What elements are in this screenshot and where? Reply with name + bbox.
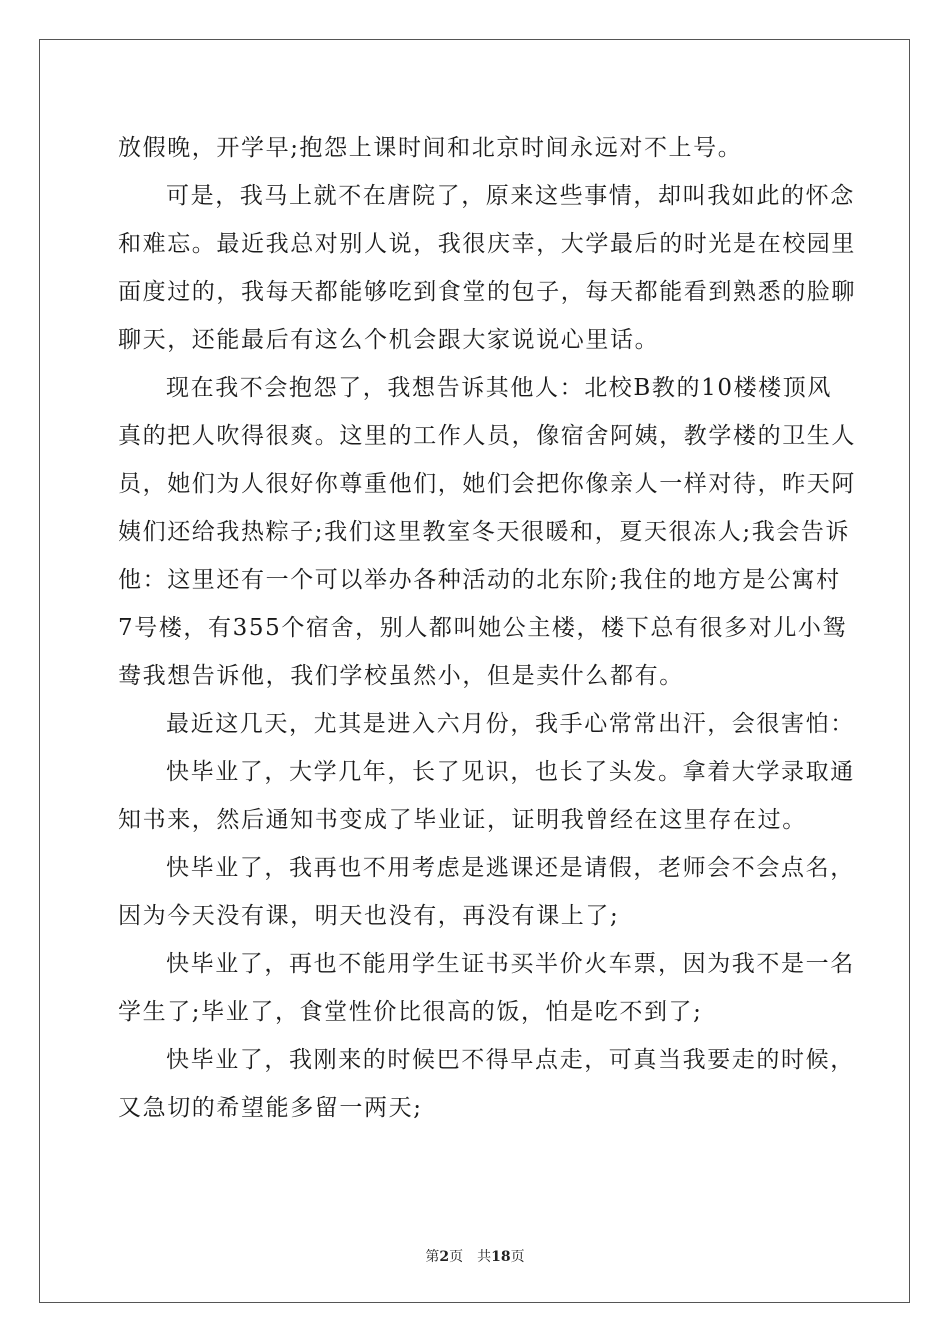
text-line: 可是，我马上就不在唐院了，原来这些事情，却叫我如此的怀念 xyxy=(166,183,855,209)
text-line: 快毕业了，大学几年，长了见识，也长了头发。拿着大学录取通 xyxy=(166,759,855,785)
page-prefix: 第 xyxy=(425,1249,440,1265)
total-suffix: 页 xyxy=(510,1249,525,1265)
text-line: 快毕业了，我刚来的时候巴不得早点走，可真当我要走的时候， xyxy=(166,1047,855,1073)
text-line: 面度过的，我每天都能够吃到食堂的包子，每天都能看到熟悉的脸聊 xyxy=(118,279,856,305)
text-line: 快毕业了，我再也不用考虑是逃课还是请假，老师会不会点名， xyxy=(166,855,855,881)
text-line: 又急切的希望能多留一两天; xyxy=(118,1095,423,1121)
text-line: 最近这几天，尤其是进入六月份，我手心常常出汗，会很害怕： xyxy=(166,711,855,737)
total-pages: 18 xyxy=(491,1249,511,1265)
page-footer xyxy=(0,1246,950,1266)
text-line: 和难忘。最近我总对别人说，我很庆幸，大学最后的时光是在校园里 xyxy=(118,231,856,257)
text-line: 现在我不会抱怨了，我想告诉其他人：北校B教的10楼楼顶风 xyxy=(166,375,832,401)
text-line: 学生了;毕业了，食堂性价比很高的饭，怕是吃不到了; xyxy=(118,999,703,1025)
text-line: 放假晚，开学早;抱怨上课时间和北京时间永远对不上号。 xyxy=(118,135,743,161)
text-line: 姨们还给我热粽子;我们这里教室冬天很暖和，夏天很冻人;我会告诉 xyxy=(118,519,851,545)
text-line: 聊天，还能最后有这么个机会跟大家说说心里话。 xyxy=(118,327,660,353)
text-line: 7号楼，有355个宿舍，别人都叫她公主楼，楼下总有很多对儿小鸳 xyxy=(118,615,848,641)
page-number: 2 xyxy=(439,1249,450,1265)
text-line: 快毕业了，再也不能用学生证书买半价火车票，因为我不是一名 xyxy=(166,951,855,977)
text-line: 员，她们为人很好你尊重他们，她们会把你像亲人一样对待，昨天阿 xyxy=(118,471,856,497)
total-prefix: 共 xyxy=(477,1249,492,1265)
text-line: 因为今天没有课，明天也没有，再没有课上了; xyxy=(118,903,620,929)
text-line: 知书来，然后通知书变成了毕业证，证明我曾经在这里存在过。 xyxy=(118,807,807,833)
text-line: 他：这里还有一个可以举办各种活动的北东阶;我住的地方是公寓村 xyxy=(118,567,841,593)
document-body xyxy=(118,124,856,1132)
text-line: 鸯我想告诉他，我们学校虽然小，但是卖什么都有。 xyxy=(118,663,684,689)
text-line: 真的把人吹得很爽。这里的工作人员，像宿舍阿姨，教学楼的卫生人 xyxy=(118,423,856,449)
page-suffix: 页 xyxy=(449,1249,464,1265)
